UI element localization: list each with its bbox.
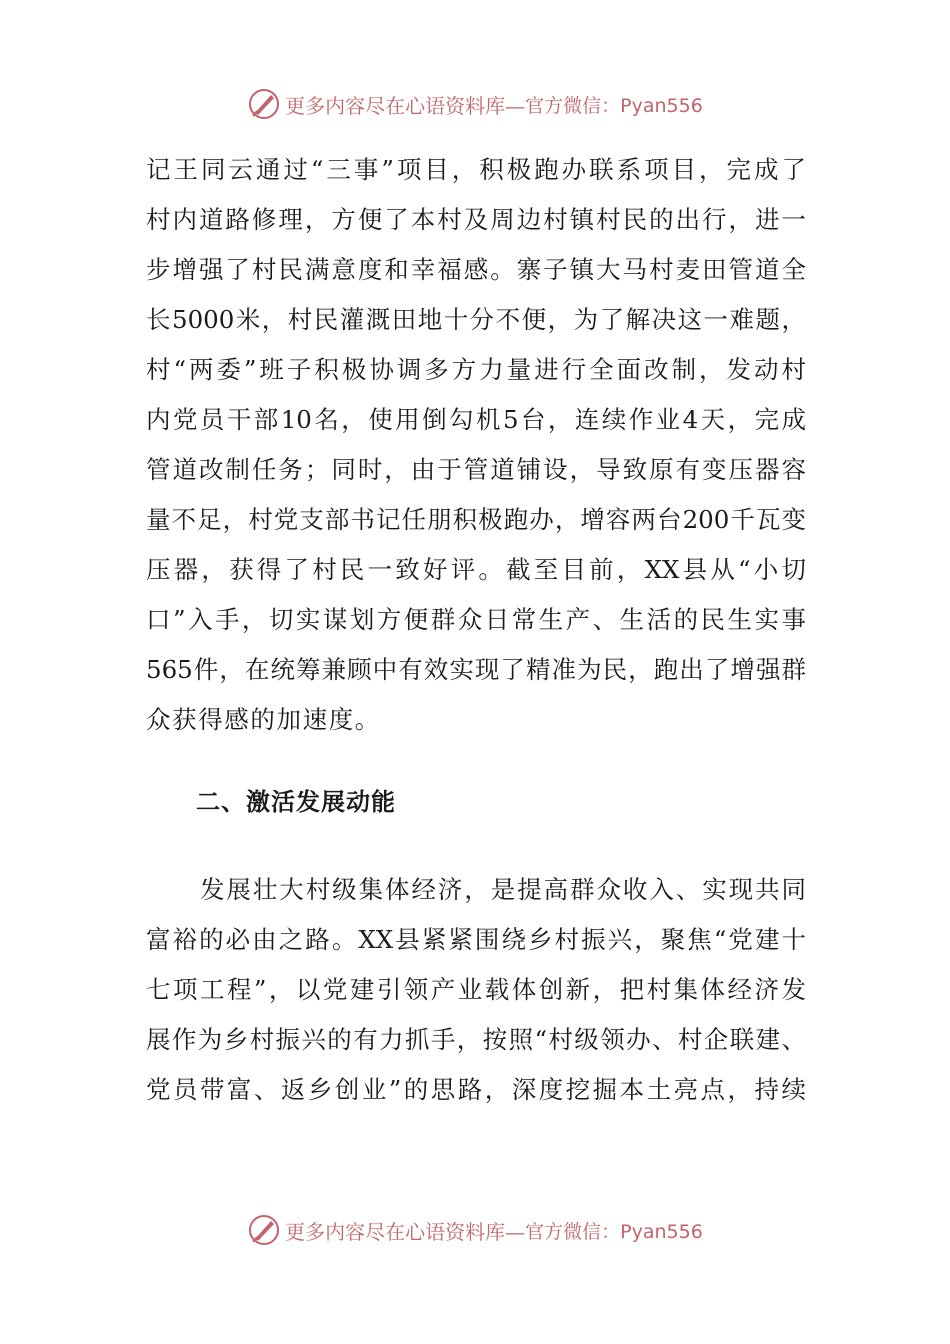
text-line: 压器，获得了村民一致好评。截至目前，XX县从“小切	[146, 555, 806, 584]
text-line: 众获得感的加速度。	[146, 705, 381, 734]
text-line: 565件，在统筹兼顾中有效实现了精准为民，跑出了增强群	[146, 655, 806, 684]
section-heading: 二、激活发展动能	[196, 788, 396, 816]
quill-logo-icon	[247, 87, 281, 121]
text-line: 富裕的必由之路。XX县紧紧围绕乡村振兴，聚焦“党建十	[146, 925, 806, 954]
header-watermark	[0, 84, 950, 124]
watermark-brand: 更多内容尽在心语资料库—	[285, 1219, 526, 1244]
watermark-wechat: 官方微信：Pyan556	[525, 1220, 703, 1243]
paragraph-1	[146, 145, 806, 745]
footer-watermark	[0, 1210, 950, 1250]
text-line: 量不足，村党支部书记任朋积极跑办，增容两台200千瓦变	[146, 505, 806, 534]
text-line: 口”入手，切实谋划方便群众日常生产、生活的民生实事	[146, 605, 806, 634]
text-line: 步增强了村民满意度和幸福感。寨子镇大马村麦田管道全	[146, 255, 806, 284]
text-line: 发展壮大村级集体经济，是提高群众收入、实现共同	[200, 875, 806, 904]
text-line: 记王同云通过“三事”项目，积极跑办联系项目，完成了	[146, 155, 806, 184]
text-line: 村“两委”班子积极协调多方力量进行全面改制，发动村	[146, 355, 806, 384]
text-line: 展作为乡村振兴的有力抓手，按照“村级领办、村企联建、	[146, 1025, 806, 1054]
quill-logo-icon	[247, 1213, 281, 1247]
text-line: 党员带富、返乡创业”的思路，深度挖掘本土亮点，持续	[146, 1075, 806, 1104]
text-line: 长5000米，村民灌溉田地十分不便，为了解决这一难题，	[146, 305, 806, 334]
watermark-wechat: 官方微信：Pyan556	[525, 94, 703, 117]
text-line: 管道改制任务；同时，由于管道铺设，导致原有变压器容	[146, 455, 806, 484]
text-line: 七项工程”，以党建引领产业载体创新，把村集体经济发	[146, 975, 806, 1004]
paragraph-2	[146, 865, 806, 1115]
text-line: 村内道路修理，方便了本村及周边村镇村民的出行，进一	[146, 205, 806, 234]
text-line: 内党员干部10名，使用倒勾机5台，连续作业4天，完成	[146, 405, 806, 434]
watermark-brand: 更多内容尽在心语资料库—	[285, 93, 526, 118]
